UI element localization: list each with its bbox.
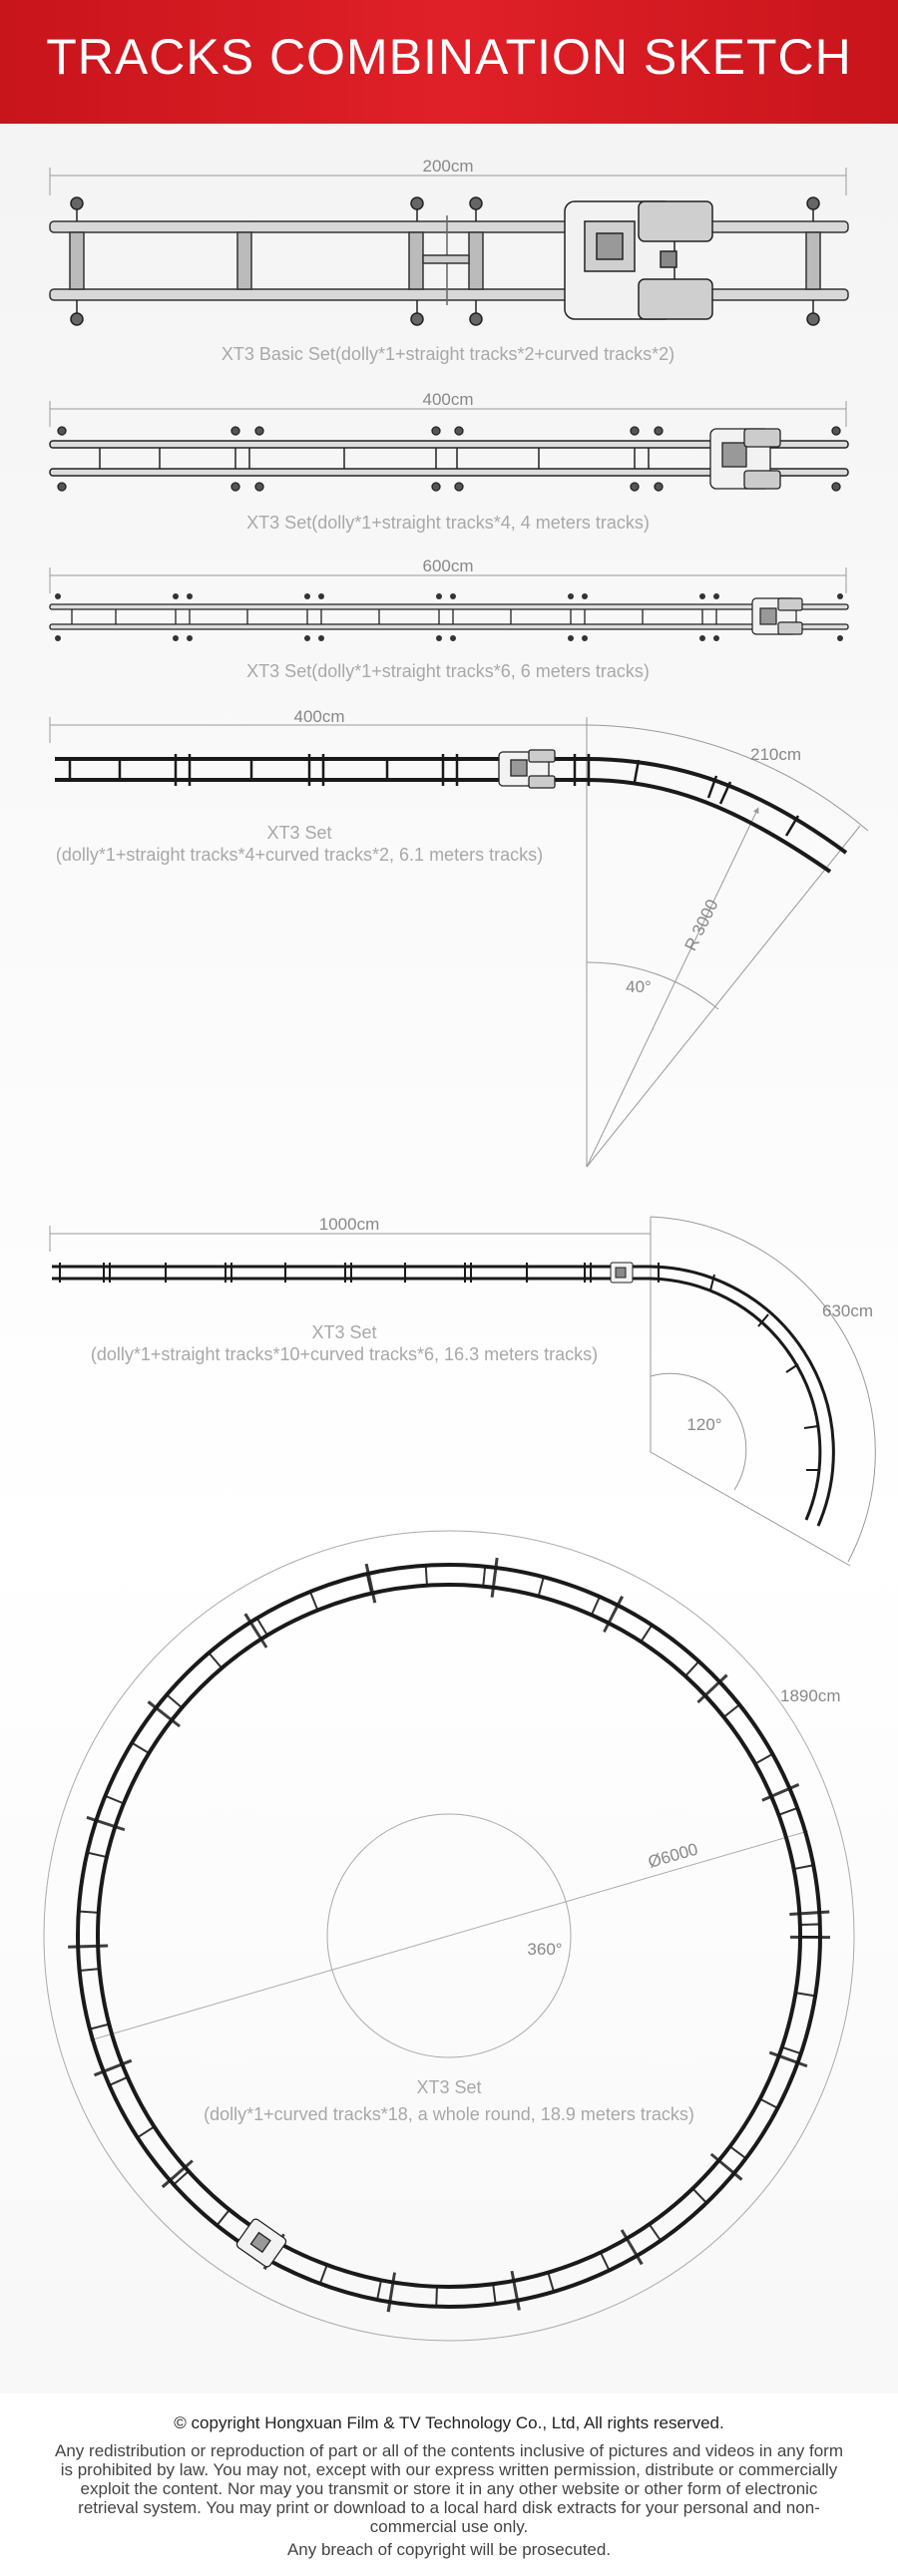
arc-dimension-label: 630cm <box>822 1301 874 1320</box>
set-caption-detail: (dolly*1+curved tracks*18, a whole round, 18.9 meters tracks) <box>204 2104 694 2124</box>
arc-dimension-label: 210cm <box>750 745 802 764</box>
dolly <box>710 429 780 489</box>
set-400 <box>50 390 848 533</box>
set-caption-detail: (dolly*1+straight tracks*10+curved tracks*6, 16.3 meters tracks) <box>90 1344 599 1364</box>
dolly <box>499 750 555 788</box>
footer <box>0 2393 898 2576</box>
angle-label: 120° <box>686 1415 722 1434</box>
dimension-label: 600cm <box>422 556 474 575</box>
dimension-label: 400cm <box>422 390 474 409</box>
arc-dimension-label: 1890cm <box>780 1686 841 1705</box>
dolly <box>235 2218 287 2269</box>
dolly <box>565 201 712 319</box>
dolly <box>752 598 802 634</box>
diameter-line <box>90 1831 808 2040</box>
track-feet <box>55 593 843 641</box>
copyright-notice: Any redistribution or reproduction of part or all of the contents inclusive of pictures and videos in any form is prohibited by law. You may not, except with our express written permission, distribute or commercially exploit the content. Nor may you transmit or store it in any other website or other form of electronic retrieval system. You may print or download to a local hard disk extracts for your personal and non-commercial use only. <box>55 2441 843 2536</box>
dimension-label: 200cm <box>422 157 474 176</box>
track-600 <box>50 604 848 629</box>
angle-label: 360° <box>527 1940 563 1959</box>
copyright-line: © copyright Hongxuan Film & TV Technology Co., Ltd, All rights reserved. <box>174 2413 724 2432</box>
page-title: TRACKS COMBINATION SKETCH <box>46 29 852 85</box>
set-caption: XT3 Set(dolly*1+straight tracks*6, 6 meters tracks) <box>246 661 650 681</box>
diameter-label: Ø6000 <box>646 1839 700 1872</box>
set-curve-40 <box>50 707 868 1167</box>
track-basic <box>50 215 848 305</box>
dimension-line <box>50 1217 875 1566</box>
radius-label: R 3000 <box>680 896 722 954</box>
set-caption-title: XT3 Set <box>416 2077 482 2097</box>
track-curve-120 <box>52 1267 833 1526</box>
dolly <box>611 1263 633 1283</box>
track-crossbars <box>60 1263 820 1470</box>
breach-warning: Any breach of copyright will be prosecuted. <box>286 2540 612 2559</box>
dimension-label: 1000cm <box>318 1215 380 1234</box>
set-caption: XT3 Basic Set(dolly*1+straight tracks*2+curved tracks*2) <box>221 344 675 364</box>
set-caption-title: XT3 Set <box>311 1322 377 1342</box>
set-full-circle <box>44 1531 854 2341</box>
set-caption-detail: (dolly*1+straight tracks*4+curved tracks*2, 6.1 meters tracks) <box>55 845 544 865</box>
set-caption-title: XT3 Set <box>266 823 332 843</box>
angle-label: 40° <box>626 977 652 996</box>
set-caption: XT3 Set(dolly*1+straight tracks*4, 4 meters tracks) <box>246 513 650 533</box>
set-600 <box>50 556 848 681</box>
set-curve-120 <box>50 1215 875 1566</box>
dimension-line <box>50 717 868 1167</box>
dimension-label: 400cm <box>293 707 345 726</box>
set-basic <box>50 157 848 364</box>
